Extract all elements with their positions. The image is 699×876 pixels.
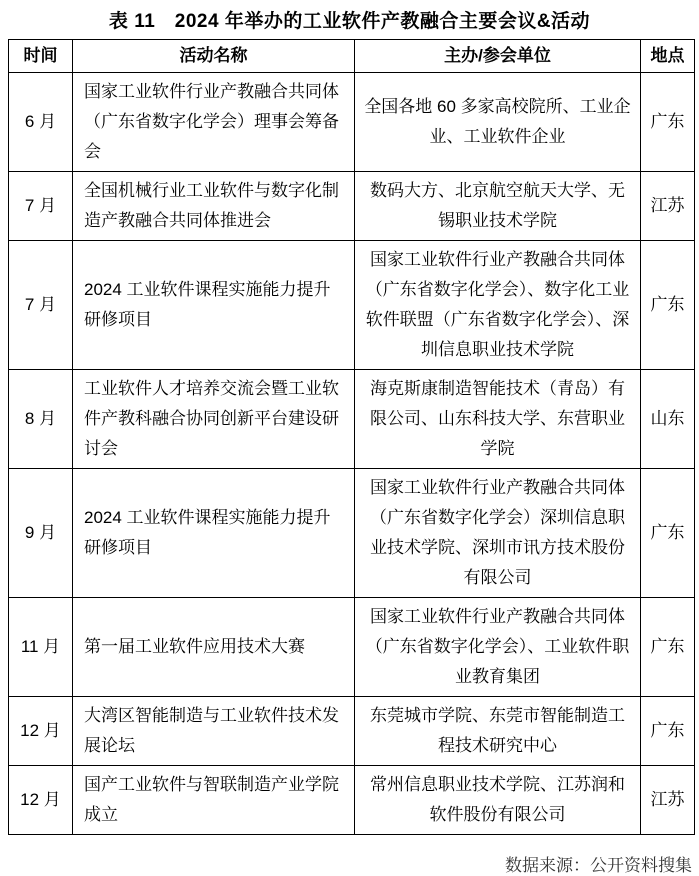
table-row — [9, 697, 695, 766]
cell-time: 7 月 — [9, 172, 73, 241]
cell-time: 12 月 — [9, 766, 73, 835]
cell-time: 8 月 — [9, 370, 73, 469]
table-row — [9, 370, 695, 469]
cell-time: 11 月 — [9, 598, 73, 697]
header-row — [9, 40, 695, 73]
cell-place: 江苏 — [641, 766, 695, 835]
cell-place: 广东 — [641, 469, 695, 598]
table-title: 表 11 2024 年举办的工业软件产教融合主要会议&活动 — [108, 11, 591, 32]
cell-place: 广东 — [641, 598, 695, 697]
cell-activity-name: 大湾区智能制造与工业软件技术发展论坛 — [73, 697, 355, 766]
table-row — [9, 469, 695, 598]
cell-activity-name: 2024 工业软件课程实施能力提升研修项目 — [73, 469, 355, 598]
cell-activity-name: 国家工业软件行业产教融合共同体（广东省数字化学会）理事会筹备会 — [73, 73, 355, 172]
cell-organizer: 数码大方、北京航空航天大学、无锡职业技术学院 — [355, 172, 641, 241]
cell-time: 7 月 — [9, 241, 73, 370]
col-header-organizer: 主办/参会单位 — [355, 40, 641, 73]
cell-organizer: 海克斯康制造智能技术（青岛）有限公司、山东科技大学、东营职业学院 — [355, 370, 641, 469]
cell-place: 山东 — [641, 370, 695, 469]
cell-activity-name: 工业软件人才培养交流会暨工业软件产教科融合协同创新平台建设研讨会 — [73, 370, 355, 469]
cell-organizer: 东莞城市学院、东莞市智能制造工程技术研究中心 — [355, 697, 641, 766]
cell-time: 12 月 — [9, 697, 73, 766]
cell-place: 广东 — [641, 73, 695, 172]
cell-place: 广东 — [641, 697, 695, 766]
cell-organizer: 全国各地 60 多家高校院所、工业企业、工业软件企业 — [355, 73, 641, 172]
table-row — [9, 598, 695, 697]
data-source-note: 数据来源：公开资料搜集 — [505, 856, 692, 875]
table-row — [9, 73, 695, 172]
cell-time: 9 月 — [9, 469, 73, 598]
cell-activity-name: 国产工业软件与智联制造产业学院成立 — [73, 766, 355, 835]
cell-organizer: 国家工业软件行业产教融合共同体（广东省数字化学会）、数字化工业软件联盟（广东省数字化学会）、深圳信息职业技术学院 — [355, 241, 641, 370]
cell-organizer: 国家工业软件行业产教融合共同体（广东省数字化学会）深圳信息职业技术学院、深圳市讯方技术股份有限公司 — [355, 469, 641, 598]
cell-place: 江苏 — [641, 172, 695, 241]
cell-organizer: 常州信息职业技术学院、江苏润和软件股份有限公司 — [355, 766, 641, 835]
cell-activity-name: 第一届工业软件应用技术大赛 — [73, 598, 355, 697]
cell-organizer: 国家工业软件行业产教融合共同体（广东省数字化学会）、工业软件职业教育集团 — [355, 598, 641, 697]
cell-activity-name: 2024 工业软件课程实施能力提升研修项目 — [73, 241, 355, 370]
table-row — [9, 172, 695, 241]
cell-activity-name: 全国机械行业工业软件与数字化制造产教融合共同体推进会 — [73, 172, 355, 241]
industry-activities-table — [8, 39, 695, 835]
table-row — [9, 241, 695, 370]
cell-time: 6 月 — [9, 73, 73, 172]
col-header-time: 时间 — [9, 40, 73, 73]
col-header-activity: 活动名称 — [73, 40, 355, 73]
table-row — [9, 766, 695, 835]
col-header-place: 地点 — [641, 40, 695, 73]
cell-place: 广东 — [641, 241, 695, 370]
